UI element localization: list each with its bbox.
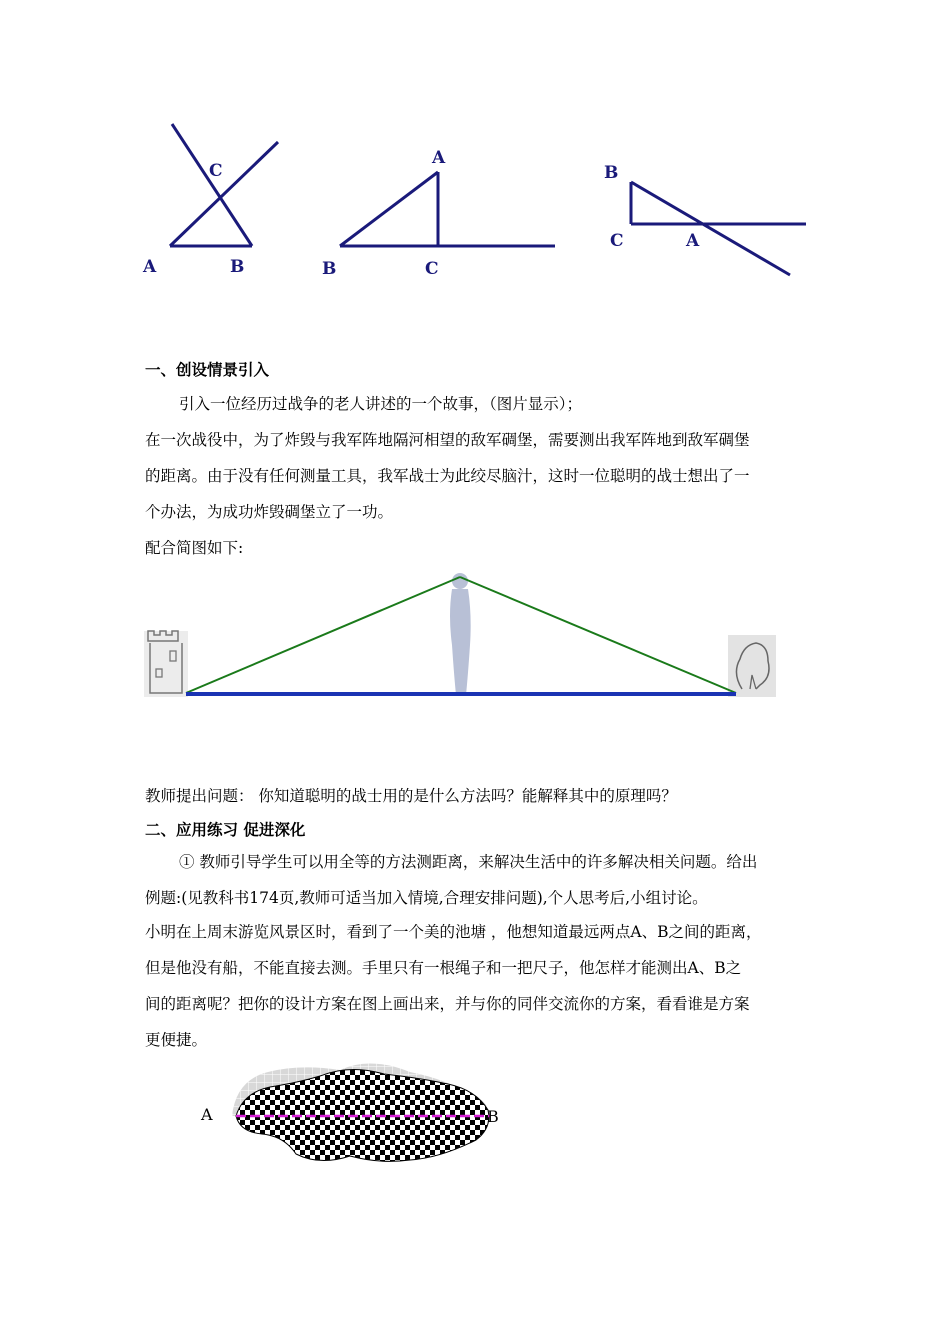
label-c-3: C <box>610 231 624 251</box>
label-a-1: A <box>143 257 157 277</box>
section1-intro: 引入一位经历过战争的老人讲述的一个故事，（图片显示）； <box>179 395 583 413</box>
story-line-3: 个办法，为成功炸毁碉堡立了一功。 <box>145 503 394 521</box>
bunker-icon <box>144 631 188 697</box>
soldier-icon <box>450 573 471 695</box>
triangle-figure-3 <box>604 163 806 275</box>
p2-line-4: 更便捷。 <box>145 1031 208 1049</box>
label-c-1: C <box>209 161 223 181</box>
pond-label-b: B <box>487 1107 499 1126</box>
triangle-figure-1 <box>142 124 278 277</box>
label-b-3: B <box>604 163 619 183</box>
label-b-2: B <box>322 259 337 279</box>
p2-line-1: 小明在上周末游览风景区时，看到了一个美的池塘 ，他想知道最远两点A、B之间的距离， <box>145 923 762 941</box>
label-b-1: B <box>230 257 245 277</box>
label-a-3: A <box>686 231 700 251</box>
triangle-figures <box>0 100 950 400</box>
story-line-1: 在一次战役中，为了炸毁与我军阵地隔河相望的敌军碉堡，需要测出我军阵地到敌军碉堡 <box>145 431 750 449</box>
diagram-caption: 配合简图如下: <box>145 539 244 557</box>
story-line-2: 的距离。由于没有任何测量工具，我军战士为此绞尽脑汁，这时一位聪明的战士想出了一 <box>145 467 750 485</box>
soldier-diagram <box>0 565 950 705</box>
p1-line-1: ① 教师引导学生可以用全等的方法测距离，来解决生活中的许多解决相关问题。给出 <box>179 853 758 871</box>
section1-heading: 一、创设情景引入 <box>145 360 270 379</box>
p2-line-3: 间的距离呢？把你的设计方案在图上画出来，并与你的同伴交流你的方案，看看谁是方案 <box>145 995 750 1013</box>
label-a-2: A <box>432 148 446 168</box>
pond-diagram <box>0 1050 950 1190</box>
p2-line-2: 但是他没有船，不能直接去测。手里只有一根绳子和一把尺子，他怎样才能测出A、B之 <box>145 959 742 977</box>
triangle-figure-2 <box>322 148 555 279</box>
p1-line-2: 例题:(见教科书174页,教师可适当加入情境,合理安排问题),个人思考后,小组讨论。 <box>145 889 708 907</box>
teacher-question: 教师提出问题： 你知道聪明的战士用的是什么方法吗？能解释其中的原理吗？ <box>145 787 677 805</box>
pond-label-a: A <box>201 1105 213 1124</box>
section2-heading: 二、应用练习 促进深化 <box>145 820 306 839</box>
tree-icon <box>728 635 776 697</box>
label-c-2: C <box>425 259 439 279</box>
